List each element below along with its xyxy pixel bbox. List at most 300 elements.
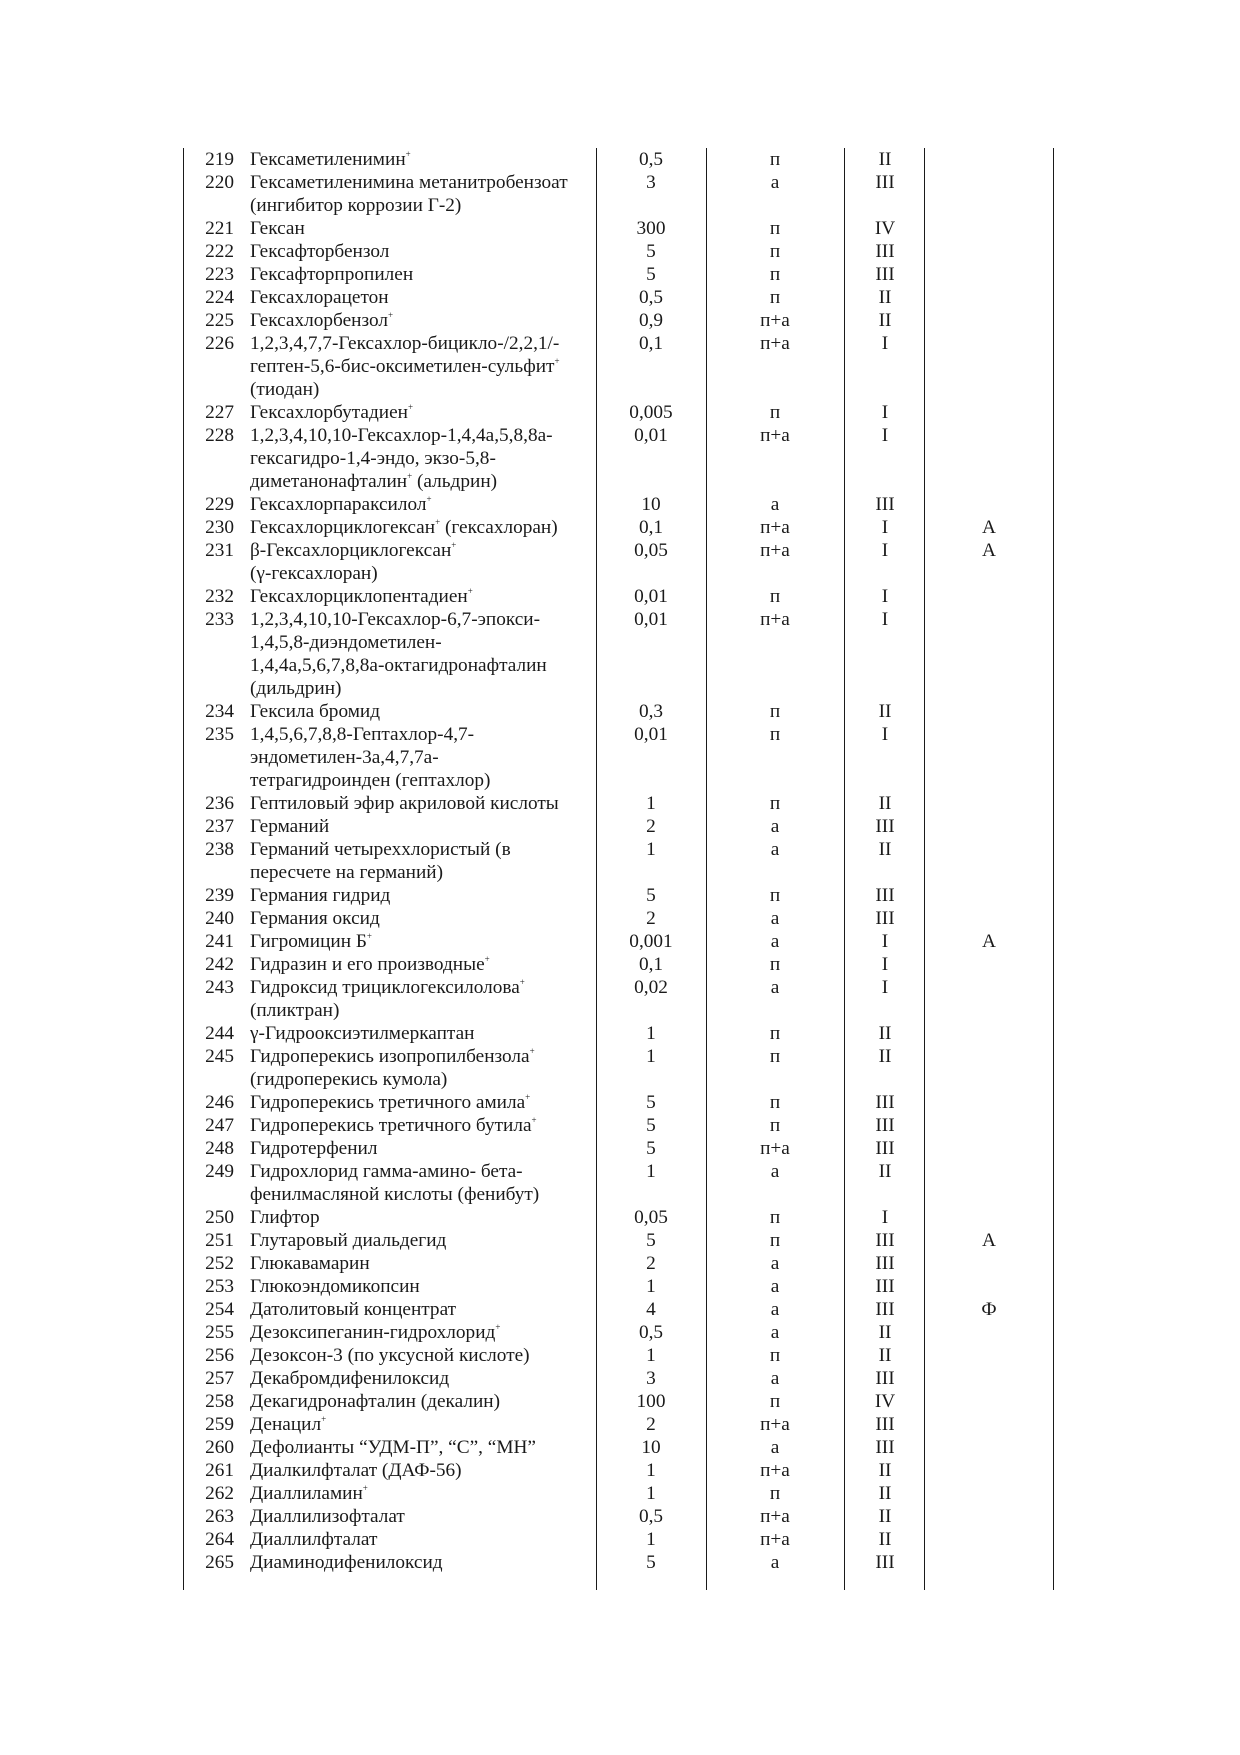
cell-n: 241 — [205, 931, 234, 952]
cell-n: 228 — [205, 425, 234, 446]
cell-state: а — [770, 839, 780, 860]
cell-cls: I — [881, 540, 889, 561]
column-rule-name — [596, 148, 597, 1590]
name-text: эндометилен-3а,4,7,7а- — [250, 747, 439, 768]
cell-state: п — [769, 218, 781, 239]
name-text: 1,4,5,6,7,8,8-Гептахлор-4,7- — [250, 724, 475, 745]
cell-n: 248 — [205, 1138, 234, 1159]
cell-n: 222 — [205, 241, 234, 262]
name-text: Глифтор — [250, 1207, 320, 1228]
name-line — [250, 700, 596, 723]
cell-name — [250, 1275, 596, 1298]
cell-conc: 0,02 — [634, 977, 668, 998]
cell-n: 261 — [205, 1460, 234, 1481]
name-line — [250, 792, 596, 815]
cell-n: 253 — [205, 1276, 234, 1297]
name-line — [250, 1252, 596, 1275]
cell-n: 264 — [205, 1529, 234, 1550]
cell-cls: II — [878, 310, 892, 331]
cell-state: п — [769, 586, 781, 607]
name-text: Гексан — [250, 218, 305, 239]
name-text: γ-Гидрооксиэтилмеркаптан — [250, 1023, 475, 1044]
footnote-mark: + — [366, 931, 372, 941]
name-line — [250, 447, 596, 470]
column-rule-concentration — [706, 148, 707, 1590]
cell-conc: 0,9 — [638, 310, 664, 331]
cell-state: а — [770, 977, 780, 998]
cell-name — [250, 907, 596, 930]
cell-name — [250, 1137, 596, 1160]
cell-name — [250, 1160, 596, 1206]
cell-conc: 1 — [646, 1046, 656, 1067]
name-line — [250, 1482, 596, 1505]
cell-cls: III — [875, 1368, 895, 1389]
cell-note: А — [982, 1230, 996, 1251]
name-text: Глюкавамарин — [250, 1253, 370, 1274]
cell-name — [250, 1436, 596, 1459]
name-line — [250, 815, 596, 838]
cell-state: а — [770, 1552, 780, 1573]
cell-name — [250, 286, 596, 309]
cell-state: п — [769, 1391, 781, 1412]
cell-name — [250, 1022, 596, 1045]
name-text: Германий — [250, 816, 330, 837]
cell-conc: 0,005 — [629, 402, 673, 423]
name-text: Денацил — [250, 1414, 322, 1435]
cell-n: 259 — [205, 1414, 234, 1435]
cell-state: а — [770, 1253, 780, 1274]
name-text: диметанонафталин — [250, 471, 408, 492]
cell-conc: 5 — [646, 885, 656, 906]
name-text: Диаллиламин — [250, 1483, 363, 1504]
cell-conc: 1 — [646, 1529, 656, 1550]
cell-conc: 5 — [646, 1115, 656, 1136]
cell-name — [250, 838, 596, 884]
cell-n: 234 — [205, 701, 234, 722]
column-rule-right — [1053, 148, 1054, 1590]
cell-conc: 1 — [646, 1483, 656, 1504]
name-suffix: (альдрин) — [412, 471, 498, 492]
cell-name — [250, 263, 596, 286]
name-text: 1,2,3,4,10,10-Гексахлор-1,4,4а,5,8,8а- — [250, 425, 553, 446]
footnote-mark: + — [531, 1115, 537, 1125]
footnote-mark: + — [484, 954, 490, 964]
cell-conc: 10 — [641, 1437, 661, 1458]
cell-state: п+а — [760, 425, 790, 446]
name-text: тетрагидроинден (гептахлор) — [250, 770, 491, 791]
name-text: Гексахлорпараксилол — [250, 494, 427, 515]
cell-state: п — [769, 701, 781, 722]
name-text: Глутаровый диальдегид — [250, 1230, 447, 1251]
cell-n: 250 — [205, 1207, 234, 1228]
cell-cls: II — [878, 1506, 892, 1527]
name-line — [250, 953, 596, 976]
column-rule-state — [844, 148, 845, 1590]
cell-name — [250, 884, 596, 907]
cell-n: 231 — [205, 540, 234, 561]
cell-name — [250, 792, 596, 815]
cell-name — [250, 1482, 596, 1505]
name-text: Датолитовый концентрат — [250, 1299, 457, 1320]
name-line — [250, 769, 596, 792]
name-line — [250, 1068, 596, 1091]
name-text: Гидроперекись изопропилбензола — [250, 1046, 530, 1067]
cell-n: 220 — [205, 172, 234, 193]
cell-state: п — [769, 241, 781, 262]
cell-conc: 0,01 — [634, 425, 668, 446]
name-line — [250, 838, 596, 861]
cell-cls: II — [878, 701, 892, 722]
cell-conc: 0,05 — [634, 1207, 668, 1228]
cell-name — [250, 608, 596, 700]
cell-name — [250, 1459, 596, 1482]
name-line — [250, 930, 596, 953]
cell-cls: III — [875, 1253, 895, 1274]
cell-state: п — [769, 1207, 781, 1228]
cell-state: п+а — [760, 517, 790, 538]
footnote-mark: + — [407, 402, 414, 412]
name-text: β-Гексахлорциклогексан — [250, 540, 452, 561]
column-rule-left — [183, 148, 184, 1590]
cell-state: п — [769, 1345, 781, 1366]
cell-conc: 0,5 — [638, 149, 664, 170]
name-line — [250, 677, 596, 700]
name-text: Гексаметиленимин — [250, 149, 406, 170]
cell-cls: II — [878, 1046, 892, 1067]
name-text: пересчете на германий) — [250, 862, 444, 883]
name-line — [250, 516, 596, 539]
cell-n: 247 — [205, 1115, 234, 1136]
name-line — [250, 585, 596, 608]
name-line — [250, 861, 596, 884]
name-text: Гигромицин Б — [250, 931, 367, 952]
cell-state: а — [770, 816, 780, 837]
cell-conc: 5 — [646, 1230, 656, 1251]
cell-n: 249 — [205, 1161, 234, 1182]
name-line — [250, 470, 596, 493]
name-text: 1,4,5,8-диэндометилен- — [250, 632, 442, 653]
cell-conc: 0,1 — [638, 333, 664, 354]
name-text: Гексахлорбутадиен — [250, 402, 408, 423]
cell-cls: III — [875, 1138, 895, 1159]
name-line — [250, 999, 596, 1022]
cell-name — [250, 1091, 596, 1114]
cell-cls: I — [881, 1207, 889, 1228]
name-line — [250, 1551, 596, 1574]
cell-name — [250, 1206, 596, 1229]
name-text: Гексахлорацетон — [250, 287, 389, 308]
footnote-mark: + — [321, 1414, 327, 1424]
cell-cls: II — [878, 1529, 892, 1550]
cell-cls: II — [878, 839, 892, 860]
name-text: Гидроперекись третичного бутила — [250, 1115, 532, 1136]
cell-conc: 1 — [646, 839, 656, 860]
cell-cls: III — [875, 1276, 895, 1297]
cell-name — [250, 1114, 596, 1137]
name-text: Гексахлорциклопентадиен — [250, 586, 468, 607]
name-line — [250, 746, 596, 769]
name-line — [250, 562, 596, 585]
cell-name — [250, 493, 596, 516]
cell-cls: I — [881, 931, 889, 952]
name-line — [250, 1367, 596, 1390]
cell-cls: I — [881, 977, 889, 998]
cell-cls: III — [875, 908, 895, 929]
cell-name — [250, 516, 596, 539]
cell-state: п — [769, 1115, 781, 1136]
name-text: Гексафторбензол — [250, 241, 390, 262]
name-text: (тиодан) — [250, 379, 320, 400]
name-line — [250, 286, 596, 309]
cell-conc: 0,1 — [638, 954, 664, 975]
footnote-mark: + — [529, 1046, 535, 1056]
cell-state: п+а — [760, 333, 790, 354]
cell-state: п — [769, 402, 781, 423]
name-text: Гексафторпропилен — [250, 264, 414, 285]
cell-state: п — [769, 1046, 781, 1067]
cell-name — [250, 976, 596, 1022]
name-line — [250, 493, 596, 516]
name-text: (дильдрин) — [250, 678, 342, 699]
cell-cls: II — [878, 793, 892, 814]
cell-name — [250, 1528, 596, 1551]
footnote-mark: + — [426, 494, 432, 504]
cell-n: 239 — [205, 885, 234, 906]
cell-n: 243 — [205, 977, 234, 998]
name-line — [250, 1160, 596, 1183]
name-line — [250, 608, 596, 631]
cell-n: 242 — [205, 954, 234, 975]
cell-n: 223 — [205, 264, 234, 285]
cell-conc: 1 — [646, 1460, 656, 1481]
cell-conc: 2 — [646, 908, 656, 929]
cell-n: 265 — [205, 1552, 234, 1573]
name-line — [250, 1436, 596, 1459]
cell-state: а — [770, 172, 780, 193]
name-line — [250, 1321, 596, 1344]
name-text: Гидротерфенил — [250, 1138, 378, 1159]
cell-cls: II — [878, 1023, 892, 1044]
name-text: Диаллилфталат — [250, 1529, 378, 1550]
cell-state: а — [770, 1437, 780, 1458]
cell-note: А — [982, 517, 996, 538]
cell-n: 245 — [205, 1046, 234, 1067]
cell-note: А — [982, 540, 996, 561]
name-text: 1,4,4а,5,6,7,8,8а-октагидронафталин — [250, 655, 547, 676]
cell-n: 255 — [205, 1322, 234, 1343]
cell-conc: 0,05 — [634, 540, 668, 561]
cell-name — [250, 930, 596, 953]
cell-name — [250, 539, 596, 585]
name-line — [250, 1505, 596, 1528]
cell-cls: III — [875, 1092, 895, 1113]
cell-conc: 1 — [646, 793, 656, 814]
cell-name — [250, 1390, 596, 1413]
cell-cls: III — [875, 264, 895, 285]
name-text: Гексахлорбензол — [250, 310, 388, 331]
cell-n: 219 — [205, 149, 234, 170]
name-text: Дезоксипеганин-гидрохлорид — [250, 1322, 496, 1343]
cell-n: 236 — [205, 793, 234, 814]
cell-conc: 0,1 — [638, 517, 664, 538]
cell-n: 227 — [205, 402, 234, 423]
cell-cls: I — [881, 586, 889, 607]
cell-conc: 4 — [646, 1299, 656, 1320]
name-text: гексагидро-1,4-эндо, экзо-5,8- — [250, 448, 496, 469]
cell-n: 257 — [205, 1368, 234, 1389]
cell-name — [250, 700, 596, 723]
cell-state: а — [770, 1368, 780, 1389]
name-line — [250, 976, 596, 999]
cell-state: п+а — [760, 1506, 790, 1527]
cell-conc: 5 — [646, 1138, 656, 1159]
cell-cls: III — [875, 494, 895, 515]
name-line — [250, 1528, 596, 1551]
cell-note: А — [982, 931, 996, 952]
cell-cls: III — [875, 1230, 895, 1251]
name-text: Гексила бромид — [250, 701, 381, 722]
cell-name — [250, 1413, 596, 1436]
cell-state: а — [770, 494, 780, 515]
name-text: Гидроксид трициклогексилолова — [250, 977, 520, 998]
cell-state: а — [770, 1322, 780, 1343]
cell-conc: 0,01 — [634, 609, 668, 630]
footnote-mark: + — [405, 149, 411, 159]
footnote-mark: + — [519, 977, 525, 987]
name-line — [250, 723, 596, 746]
name-line — [250, 378, 596, 401]
cell-cls: II — [878, 287, 892, 308]
cell-n: 256 — [205, 1345, 234, 1366]
name-text: (гидроперекись кумола) — [250, 1069, 448, 1090]
cell-name — [250, 1367, 596, 1390]
cell-state: п — [769, 1483, 781, 1504]
cell-conc: 1 — [646, 1345, 656, 1366]
name-text: фенилмасляной кислоты (фенибут) — [250, 1184, 540, 1205]
name-line — [250, 1344, 596, 1367]
name-text: (пликтран) — [250, 1000, 340, 1021]
cell-name — [250, 1321, 596, 1344]
name-text: Дефолианты “УДМ-П”, “С”, “МН” — [250, 1437, 536, 1458]
cell-n: 244 — [205, 1023, 234, 1044]
cell-state: а — [770, 908, 780, 929]
cell-name — [250, 1229, 596, 1252]
cell-n: 263 — [205, 1506, 234, 1527]
cell-state: п — [769, 954, 781, 975]
cell-n: 258 — [205, 1391, 234, 1412]
cell-conc: 0,001 — [629, 931, 673, 952]
name-line — [250, 194, 596, 217]
name-line — [250, 148, 596, 171]
cell-state: а — [770, 931, 780, 952]
footnote-mark: + — [451, 540, 457, 550]
name-line — [250, 1459, 596, 1482]
cell-n: 226 — [205, 333, 234, 354]
cell-cls: II — [878, 1322, 892, 1343]
cell-name — [250, 309, 596, 332]
name-text: 1,2,3,4,7,7-Гексахлор-бицикло-/2,2,1/- — [250, 333, 560, 354]
cell-cls: IV — [874, 1391, 896, 1412]
cell-state: п — [769, 264, 781, 285]
cell-name — [250, 953, 596, 976]
cell-cls: II — [878, 1483, 892, 1504]
name-text: Гидразин и его производные — [250, 954, 485, 975]
cell-name — [250, 171, 596, 217]
cell-cls: III — [875, 885, 895, 906]
cell-conc: 2 — [646, 1253, 656, 1274]
name-text: Диаминодифенилоксид — [250, 1552, 443, 1573]
cell-note: Ф — [981, 1299, 997, 1320]
cell-cls: II — [878, 1345, 892, 1366]
cell-cls: III — [875, 816, 895, 837]
cell-conc: 2 — [646, 1414, 656, 1435]
cell-n: 235 — [205, 724, 234, 745]
name-text: гептен-5,6-бис-оксиметилен-сульфит — [250, 356, 555, 377]
cell-state: п — [769, 885, 781, 906]
cell-name — [250, 148, 596, 171]
cell-name — [250, 585, 596, 608]
cell-conc: 0,5 — [638, 287, 664, 308]
name-text: Диалкилфталат (ДАФ-56) — [250, 1460, 462, 1481]
cell-conc: 3 — [646, 1368, 656, 1389]
footnote-mark: + — [467, 586, 473, 596]
cell-cls: IV — [874, 218, 896, 239]
cell-n: 238 — [205, 839, 234, 860]
cell-cls: I — [881, 517, 889, 538]
cell-n: 225 — [205, 310, 234, 331]
name-line — [250, 884, 596, 907]
cell-state: п+а — [760, 1529, 790, 1550]
cell-conc: 0,5 — [638, 1322, 664, 1343]
footnote-mark: + — [554, 356, 560, 366]
footnote-mark: + — [407, 471, 413, 481]
name-text: Гидроперекись третичного амила — [250, 1092, 526, 1113]
name-text: Гексахлорциклогексан — [250, 517, 436, 538]
cell-cls: III — [875, 1115, 895, 1136]
footnote-mark: + — [495, 1322, 501, 1332]
name-text: (γ-гексахлоран) — [250, 563, 378, 584]
name-line — [250, 1413, 596, 1436]
cell-state: п — [769, 724, 781, 745]
cell-state: п — [769, 1230, 781, 1251]
cell-conc: 100 — [636, 1391, 666, 1412]
column-rule-class — [924, 148, 925, 1590]
cell-n: 251 — [205, 1230, 234, 1251]
footnote-mark: + — [435, 517, 441, 527]
footnote-mark: + — [387, 310, 394, 320]
cell-name — [250, 401, 596, 424]
footnote-mark: + — [525, 1092, 531, 1102]
cell-n: 221 — [205, 218, 234, 239]
cell-conc: 5 — [646, 1552, 656, 1573]
cell-cls: III — [875, 1437, 895, 1458]
cell-name — [250, 1252, 596, 1275]
cell-state: а — [770, 1276, 780, 1297]
name-line — [250, 1206, 596, 1229]
cell-state: п — [769, 149, 781, 170]
name-line — [250, 332, 596, 355]
cell-name — [250, 217, 596, 240]
cell-cls: I — [881, 724, 889, 745]
name-line — [250, 1229, 596, 1252]
name-text: Германия оксид — [250, 908, 380, 929]
name-line — [250, 355, 596, 378]
name-line — [250, 263, 596, 286]
cell-conc: 3 — [646, 172, 656, 193]
name-text: 1,2,3,4,10,10-Гексахлор-6,7-эпокси- — [250, 609, 541, 630]
name-text: Диаллилизофталат — [250, 1506, 405, 1527]
cell-cls: III — [875, 1414, 895, 1435]
